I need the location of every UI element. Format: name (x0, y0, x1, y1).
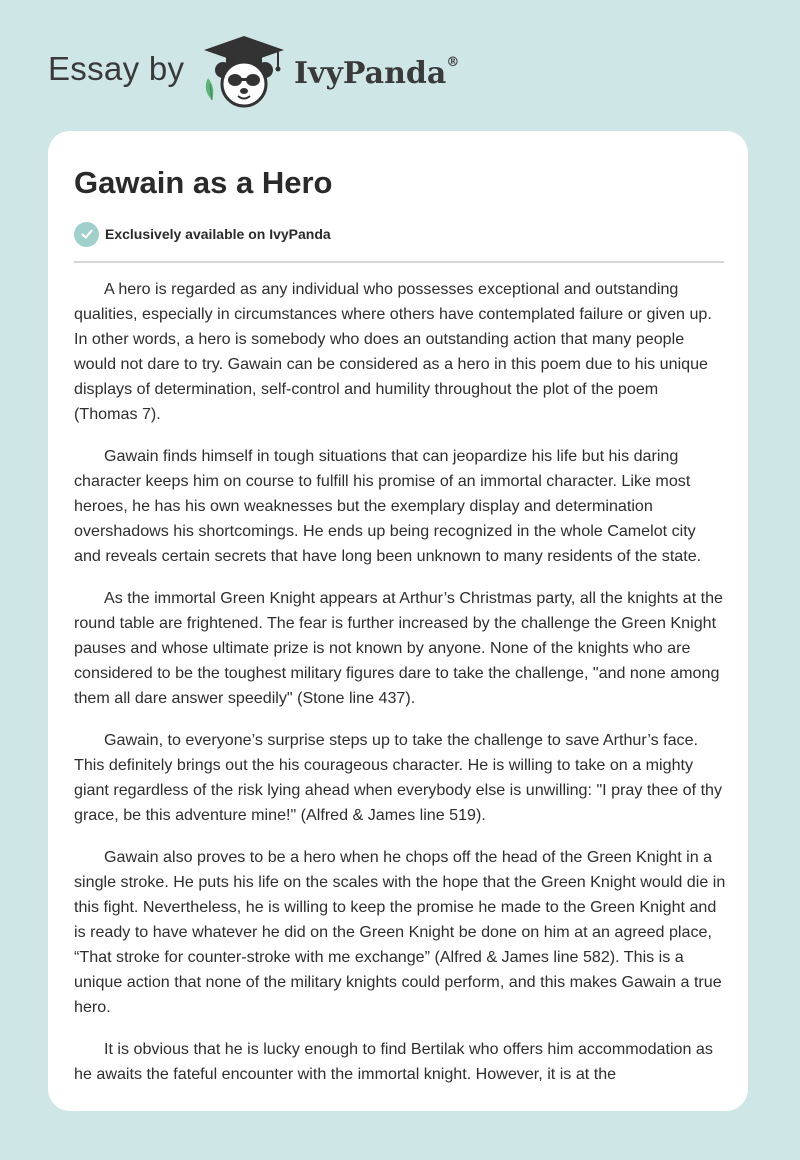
paragraph: A hero is regarded as any individual who possesses exceptional and outstanding qualities, especially in circumstances where others have contemplated failure or given up. In other words, a hero is somebody who does an outstanding action that many people would not dare to try. Gawain can be considered as a hero in this poem due to his unique displays of determination, self-control and humility throughout the plot of the poem (Thomas 7). (74, 280, 712, 423)
brand-header (0, 0, 800, 110)
brand-prefix: Essay by (48, 50, 185, 87)
paragraph: As the immortal Green Knight appears at Arthur’s Christmas party, all the knights at the round table are frightened. The fear is further increased by the challenge the Green Knight pauses and whose ultimate prize is not known by anyone. None of the knights who are considered to be the toughest military figures dare to take the challenge, "and none among them all dare answer speedily" (Stone line 437). (74, 589, 724, 707)
brand-name[interactable]: IvyPanda® (294, 55, 460, 91)
panda-graduate-logo-icon[interactable] (198, 34, 290, 110)
page-title: Gawain as a Hero (74, 165, 333, 200)
paragraph: Gawain also proves to be a hero when he chops off the head of the Green Knight in a single stroke. He puts his life on the scales with the hope that the Green Knight would die in this fight. Nevertheless, he is willing to keep the promise he made to the Green Knight and is ready to have whatever he did on the Green Knight be done on him at an agreed place, “That stroke for counter-stroke with me exchange” (Alfred & James line 582). This is a unique action that none of the military knights could perform, and this makes Gawain a true hero. (74, 848, 726, 1016)
registered-mark: ® (446, 55, 460, 70)
paragraph: It is obvious that he is lucky enough to find Bertilak who offers him accommodation as he awaits the fateful encounter with the immortal knight. However, it is at the (74, 1040, 713, 1083)
check-circle-icon (74, 222, 99, 247)
badge-label: Exclusively available on IvyPanda (105, 226, 331, 242)
paragraph: Gawain finds himself in tough situations that can jeopardize his life but his daring character keeps him on course to fulfill his promise of an immortal character. Like most heroes, he has his own weaknesses but the exemplary display and determination overshadows his shortcomings. He ends up being recognized in the whole Camelot city and reveals certain secrets that have long been unknown to many residents of the state. (74, 447, 702, 565)
essay-card (48, 131, 748, 1111)
paragraph: Gawain, to everyone’s surprise steps up to take the challenge to save Arthur’s face. This definitely brings out the his courageous character. He is willing to take on a mighty giant regardless of the risk lying ahead when everybody else is unwilling: "I pray thee of thy grace, be this adventure mine!" (Alfred & James line 519). (74, 731, 723, 824)
divider (74, 261, 724, 263)
essay-body (74, 277, 726, 1104)
exclusive-badge (74, 221, 331, 247)
